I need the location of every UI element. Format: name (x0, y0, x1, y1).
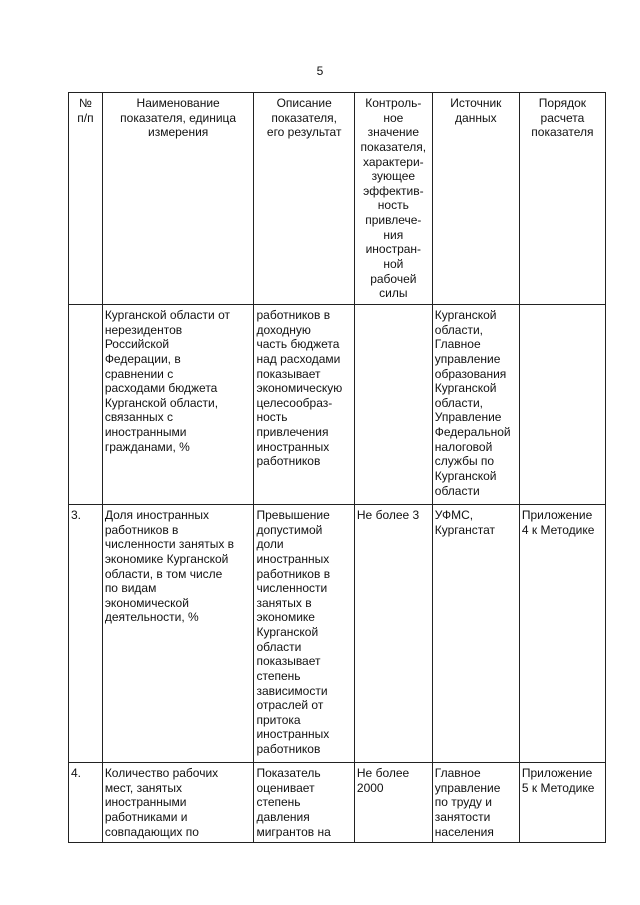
row-number: 3. (69, 505, 103, 763)
header-control-value: Контроль- ное значение показателя, характери- зующее эффектив- ность привлече- ния иностран- ной рабочей силы (354, 93, 432, 305)
header-calculation-order: Порядок расчета показателя (519, 93, 605, 305)
indicators-table (68, 92, 606, 843)
row-number (69, 305, 103, 505)
row-data-source: Главное управление по труду и занятости населения (432, 763, 519, 843)
row-description: Превышение допустимой доли иностранных работников в численности занятых в экономике Курганской области показывает степень зависимости отраслей от притока иностранных работников (254, 505, 354, 763)
row-control-value: Не более 2000 (354, 763, 432, 843)
row-number: 4. (69, 763, 103, 843)
row-control-value: Не более 3 (354, 505, 432, 763)
page-number: 5 (316, 64, 324, 78)
row-description: Показатель оценивает степень давления мигрантов на (254, 763, 354, 843)
row-calculation-order: Приложение 5 к Методике (519, 763, 605, 843)
table-row (69, 763, 606, 843)
table-row (69, 305, 606, 505)
table-header-row (69, 93, 606, 305)
header-description: Описание показателя, его результат (254, 93, 354, 305)
row-data-source: УФМС, Курганстат (432, 505, 519, 763)
row-indicator-name: Количество рабочих мест, занятых иностранными работниками и совпадающих по (102, 763, 254, 843)
row-calculation-order (519, 305, 605, 505)
row-description: работников в доходную часть бюджета над расходами показывает экономическую целесообраз- ность привлечения иностранных работников (254, 305, 354, 505)
row-indicator-name: Курганской области от нерезидентов Российской Федерации, в сравнении с расходами бюджета Курганской области, связанных с иностранными гражданами, % (102, 305, 254, 505)
row-indicator-name: Доля иностранных работников в численности занятых в экономике Курганской области, в том числе по видам экономической деятельности, % (102, 505, 254, 763)
row-control-value (354, 305, 432, 505)
row-data-source: Курганской области, Главное управление образования Курганской области, Управление Федеральной налоговой службы по Курганской области (432, 305, 519, 505)
header-number: № п/п (69, 93, 103, 305)
table-row (69, 505, 606, 763)
header-data-source: Источник данных (432, 93, 519, 305)
header-indicator-name: Наименование показателя, единица измерения (102, 93, 254, 305)
row-calculation-order: Приложение 4 к Методике (519, 505, 605, 763)
